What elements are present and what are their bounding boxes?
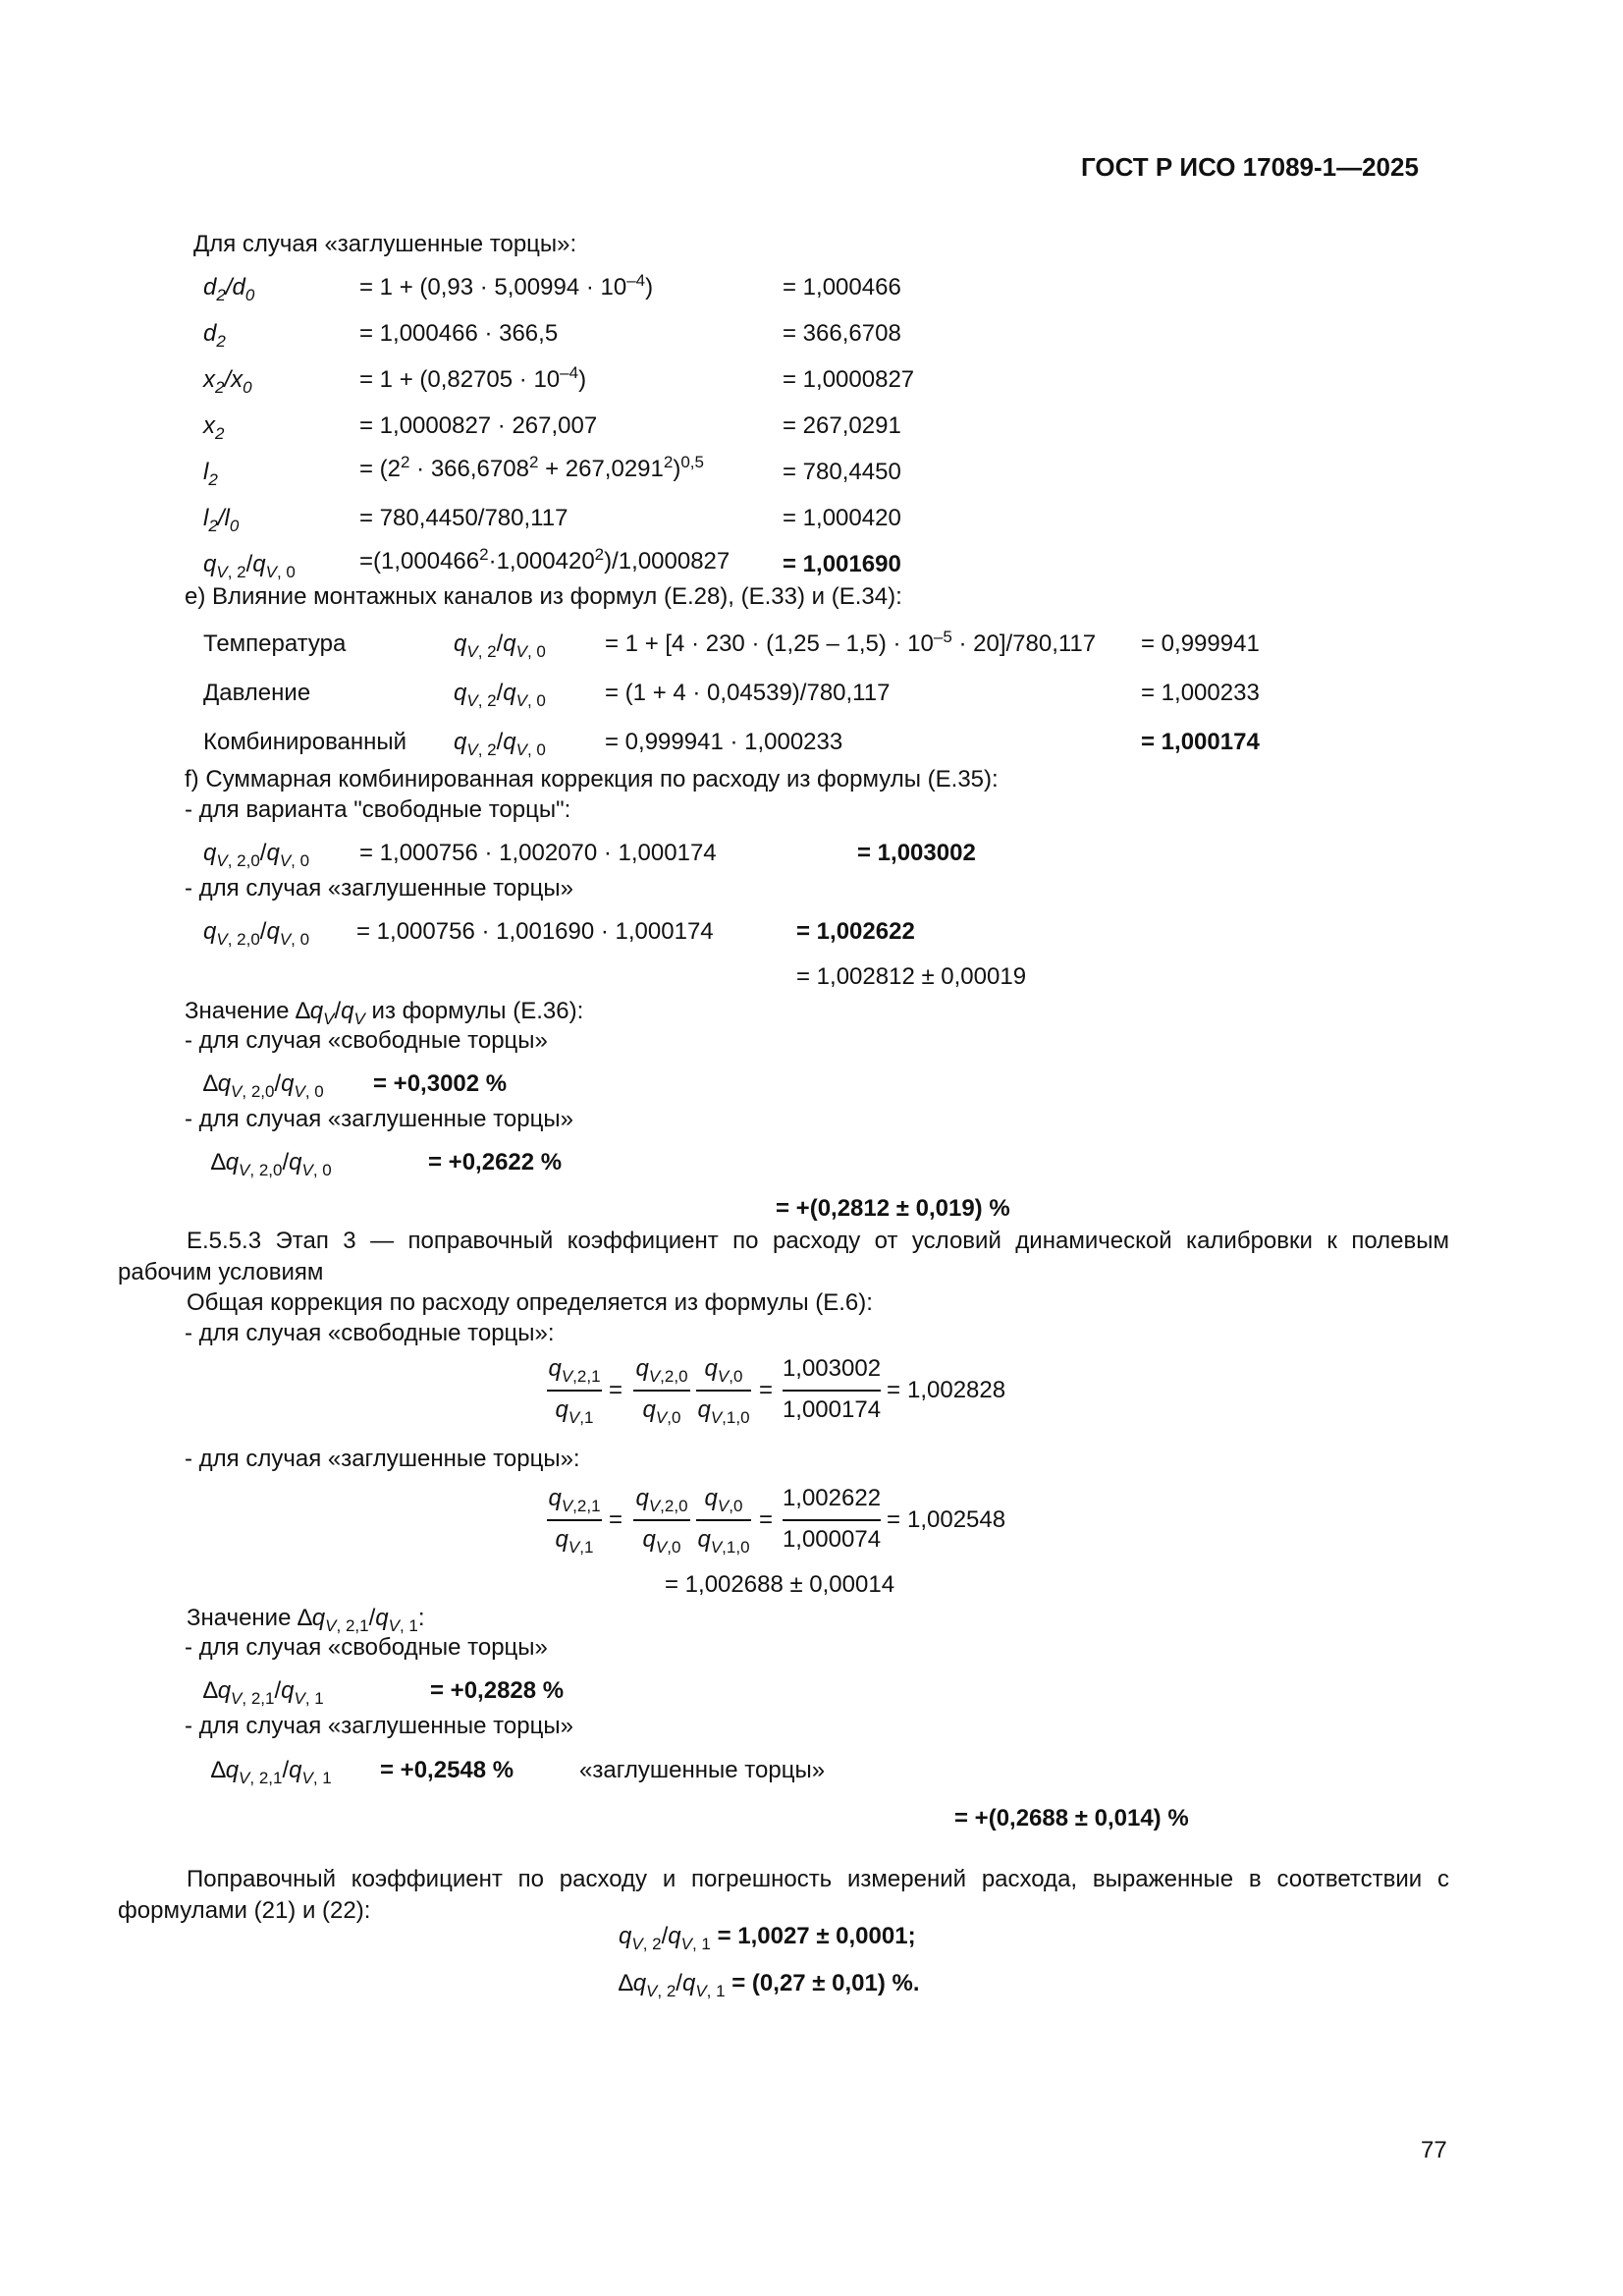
blind-ends-denominator: 1,000074 — [782, 1526, 882, 1553]
res-d2: = 366,6708 — [783, 320, 901, 347]
f-free-heading: - для варианта "свободные торцы": — [185, 796, 571, 823]
f-delta-free-res: = +0,3002 % — [373, 1070, 508, 1097]
var-d2-d0: $d_2/d_0$ — [203, 274, 255, 304]
res-x2: = 267,0291 — [783, 412, 901, 439]
section-553-free-heading: - для случая «свободные торцы»: — [185, 1320, 555, 1346]
e-res-combined: = 1,000174 — [1141, 729, 1260, 755]
e-label-combined: Комбинированный — [203, 729, 407, 755]
e-res-pressure: = 1,000233 — [1141, 680, 1260, 706]
f-blind-var: $q_{V, 2,0}/q_{V, 0}$ — [203, 918, 310, 949]
page-number: 77 — [1421, 2137, 1447, 2163]
res-d2-d0: = 1,000466 — [783, 274, 901, 301]
f-delta-blind-var: $\Delta q_{V, 2,0}/q_{V, 0}$ — [211, 1149, 332, 1179]
conclusion-line2-value: = (0,27 ± 0,01) %. — [731, 1970, 920, 1996]
expr-x2-x0: = $1 + (0,82705 \cdot 10^{-4})$ — [359, 363, 587, 393]
expr-qv2-qv0: $=(1,000466^2\cdot 1,000420^2)/1,0000827$ — [359, 545, 730, 574]
equation-blind-ends: $q_{V,2,1}$ $q_{V,1}$ = $q_{V,2,0}$ $q_{V,0}$ $q_{V,0}$ $q_{V,1,0}$ = 1,002622 1,000074 = 1,002548 — [548, 1485, 1006, 1557]
free-ends-denominator: 1,000174 — [782, 1396, 882, 1423]
expr-l2-l0: = 780,4450/780,117 — [359, 505, 568, 531]
section-553-general: Общая коррекция по расходу определяется из формулы (Е.6): — [187, 1289, 873, 1316]
expr-l2: = $(2^2 \cdot 366,6708^2 + 267,0291^2)^{0,5}$ — [359, 453, 704, 482]
res-qv2-qv0: = 1,001690 — [783, 551, 901, 577]
f-delta-free-var: $\Delta q_{V, 2,0}/q_{V, 0}$ — [203, 1070, 324, 1101]
var-l2: $l_2$ — [203, 459, 218, 489]
conclusion-paragraph: Поправочный коэффициент по расходу и погрешность измерений расхода, выраженные в соответствии с формулами (21) и (22): — [118, 1866, 1449, 1924]
section-553-delta-blind-note: «заглушенные торцы» — [579, 1757, 826, 1783]
conclusion-line1-value: = 1,0027 ± 0,0001; — [717, 1923, 916, 1949]
f-delta-free-heading: - для случая «свободные торцы» — [185, 1027, 548, 1054]
expr-d2-d0: = $1 + (0,93 \cdot 5,00994 \cdot 10^{-4})$ — [359, 271, 654, 301]
f-blind-res: = 1,002622 — [796, 918, 915, 945]
block1-heading: Для случая «заглушенные торцы»: — [193, 231, 577, 257]
section-553-delta-blind-heading: - для случая «заглушенные торцы» — [185, 1713, 573, 1739]
free-ends-result: 1,002828 — [907, 1377, 1006, 1403]
section-553-delta-heading: Значение $\Delta q_{V, 2,1}/q_{V, 1}$: — [187, 1605, 425, 1635]
expr-x2: = 1,0000827 · 267,007 — [359, 412, 598, 439]
e-label-pressure: Давление — [203, 680, 311, 706]
section-f-heading: f) Суммарная комбинированная коррекция по расходу из формулы (Е.35): — [185, 766, 999, 793]
f-blind-expr: = 1,000756 · 1,001690 · 1,000174 — [356, 918, 714, 945]
blind-ends-result: 1,002548 — [907, 1506, 1006, 1533]
f-free-var: $q_{V, 2,0}/q_{V, 0}$ — [203, 840, 310, 870]
expr-d2: = 1,000466 · 366,5 — [359, 320, 559, 347]
section-e-heading: е) Влияние монтажных каналов из формул (Е.28), (Е.33) и (Е.34): — [185, 583, 902, 610]
res-l2: = 780,4450 — [783, 459, 901, 485]
var-x2-x0: $x_2/x_0$ — [203, 366, 252, 397]
res-l2-l0: = 1,000420 — [783, 505, 901, 531]
section-553-blind-heading: - для случая «заглушенные торцы»: — [185, 1446, 580, 1472]
equation-free-ends: $q_{V,2,1}$ $q_{V,1}$ = $q_{V,2,0}$ $q_{V,0}$ $q_{V,0}$ $q_{V,1,0}$ = 1,003002 1,000174 = 1,002828 — [548, 1355, 1006, 1427]
e-var-temp: $q_{V, 2}/q_{V, 0}$ — [454, 630, 546, 661]
blind-ends-numerator: 1,002622 — [782, 1485, 882, 1511]
section-553-delta-blind-var: $\Delta q_{V, 2,1}/q_{V, 1}$ — [211, 1757, 332, 1787]
res-x2-x0: = 1,0000827 — [783, 366, 915, 393]
var-x2: $x_2$ — [203, 412, 225, 443]
section-553-delta-combined: = +(0,2688 ± 0,014) % — [954, 1805, 1189, 1831]
e-expr-combined: = 0,999941 · 1,000233 — [605, 729, 843, 755]
e-var-combined: $q_{V, 2}/q_{V, 0}$ — [454, 729, 546, 759]
section-553-delta-blind-res: = +0,2548 % — [380, 1757, 514, 1783]
section-553-combined: = 1,002688 ± 0,00014 — [665, 1571, 895, 1598]
f-free-expr: = 1,000756 · 1,002070 · 1,000174 — [359, 840, 717, 866]
e-var-pressure: $q_{V, 2}/q_{V, 0}$ — [454, 680, 546, 710]
f-delta-combined: = +(0,2812 ± 0,019) % — [776, 1195, 1010, 1222]
free-ends-numerator: 1,003002 — [782, 1355, 882, 1382]
conclusion-line2: $\Delta q_{V, 2}/q_{V, 1} = (0,27 \pm 0,01)$ %. — [619, 1970, 920, 2000]
section-553-delta-free-heading: - для случая «свободные торцы» — [185, 1634, 548, 1661]
var-qv2-qv0: $q_{V, 2}/q_{V, 0}$ — [203, 551, 296, 581]
f-delta-blind-heading: - для случая «заглушенные торцы» — [185, 1106, 573, 1132]
var-l2-l0: $l_2/l_0$ — [203, 505, 240, 535]
section-553-delta-free-var: $\Delta q_{V, 2,1}/q_{V, 1}$ — [203, 1677, 324, 1708]
e-res-temp: = 0,999941 — [1141, 630, 1260, 657]
section-553-delta-free-res: = +0,2828 % — [430, 1677, 565, 1704]
var-d2: $d_2$ — [203, 320, 226, 351]
f-free-res-wrap — [857, 840, 976, 868]
conclusion-line1: $q_{V, 2}/q_{V, 1} = 1,0027 \pm 0,0001$; — [619, 1923, 916, 1953]
f-combined: = 1,002812 ± 0,00019 — [796, 963, 1027, 990]
f-blind-heading: - для случая «заглушенные торцы» — [185, 875, 573, 902]
f-delta-blind-res: = +0,2622 % — [428, 1149, 563, 1175]
e-expr-temp: = $1 + [4 \cdot 230 \cdot (1,25 - 1,5) \cdot 10^{-5} \cdot 20]/780,117$ — [605, 628, 1097, 657]
e-expr-pressure: = (1 + 4 · 0,04539)/780,117 — [605, 680, 891, 706]
f-free-res: = 1,003002 — [857, 840, 976, 866]
e-label-temp: Температура — [203, 630, 347, 657]
f-delta-heading: Значение $\Delta q_V/q_V$ из формулы (Е.36): — [185, 998, 584, 1028]
section-553-paragraph: Е.5.5.3 Этап 3 — поправочный коэффициент по расходу от условий динамической калибровки к полевым рабочим условиям — [118, 1228, 1449, 1285]
document-header: ГОСТ Р ИСО 17089-1—2025 — [1081, 152, 1419, 182]
